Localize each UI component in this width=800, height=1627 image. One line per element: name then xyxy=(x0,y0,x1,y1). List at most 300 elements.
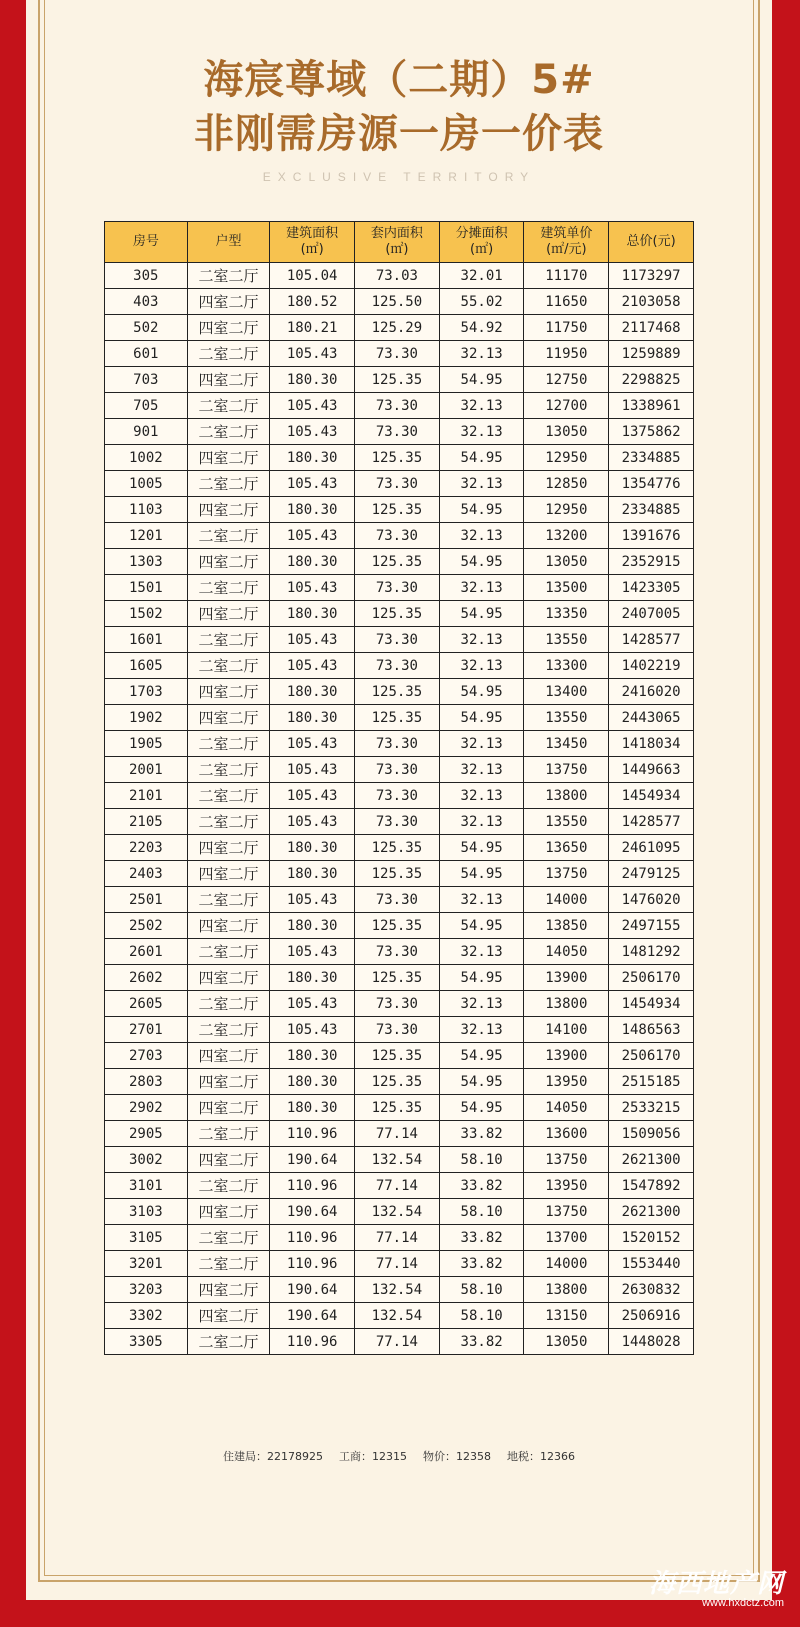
table-row xyxy=(105,575,694,601)
table-cell: 105.43 xyxy=(270,1017,355,1043)
table-row xyxy=(105,1147,694,1173)
table-cell: 13450 xyxy=(524,731,609,757)
table-cell: 32.13 xyxy=(439,783,524,809)
column-header xyxy=(187,222,270,263)
table-row xyxy=(105,861,694,887)
table-cell: 12850 xyxy=(524,471,609,497)
table-cell: 54.95 xyxy=(439,913,524,939)
table-cell: 1905 xyxy=(105,731,188,757)
table-cell: 190.64 xyxy=(270,1199,355,1225)
table-cell: 14000 xyxy=(524,887,609,913)
table-row xyxy=(105,1069,694,1095)
table-cell: 2497155 xyxy=(609,913,694,939)
table-cell: 四室二厅 xyxy=(187,315,270,341)
table-cell: 110.96 xyxy=(270,1251,355,1277)
table-cell: 12700 xyxy=(524,393,609,419)
table-cell: 14000 xyxy=(524,1251,609,1277)
table-cell: 2407005 xyxy=(609,601,694,627)
table-cell: 四室二厅 xyxy=(187,1303,270,1329)
table-cell: 1103 xyxy=(105,497,188,523)
table-cell: 13600 xyxy=(524,1121,609,1147)
table-row xyxy=(105,471,694,497)
table-cell: 2103058 xyxy=(609,289,694,315)
table-cell: 105.43 xyxy=(270,783,355,809)
column-header-text: 户型 xyxy=(215,234,242,249)
table-cell: 190.64 xyxy=(270,1147,355,1173)
table-cell: 32.13 xyxy=(439,1017,524,1043)
table-cell: 1402219 xyxy=(609,653,694,679)
table-cell: 125.35 xyxy=(355,367,440,393)
contact-footer xyxy=(26,1448,772,1464)
table-row xyxy=(105,341,694,367)
table-cell: 二室二厅 xyxy=(187,419,270,445)
table-cell: 2334885 xyxy=(609,497,694,523)
table-cell: 125.29 xyxy=(355,315,440,341)
table-cell: 13800 xyxy=(524,991,609,1017)
table-cell: 1476020 xyxy=(609,887,694,913)
table-cell: 1520152 xyxy=(609,1225,694,1251)
table-cell: 2630832 xyxy=(609,1277,694,1303)
table-cell: 54.95 xyxy=(439,861,524,887)
table-cell: 2352915 xyxy=(609,549,694,575)
table-cell: 13550 xyxy=(524,627,609,653)
table-cell: 54.95 xyxy=(439,1095,524,1121)
table-cell: 13050 xyxy=(524,549,609,575)
table-cell: 180.30 xyxy=(270,601,355,627)
table-cell: 54.95 xyxy=(439,445,524,471)
table-cell: 2501 xyxy=(105,887,188,913)
table-cell: 105.43 xyxy=(270,939,355,965)
table-cell: 1303 xyxy=(105,549,188,575)
table-cell: 12950 xyxy=(524,445,609,471)
table-cell: 190.64 xyxy=(270,1303,355,1329)
table-cell: 1448028 xyxy=(609,1329,694,1355)
table-cell: 2203 xyxy=(105,835,188,861)
table-cell: 四室二厅 xyxy=(187,1069,270,1095)
table-cell: 2703 xyxy=(105,1043,188,1069)
table-cell: 73.03 xyxy=(355,263,440,289)
column-header-text: (㎡) xyxy=(470,242,494,257)
table-cell: 105.43 xyxy=(270,575,355,601)
table-row xyxy=(105,393,694,419)
table-cell: 1173297 xyxy=(609,263,694,289)
column-header-text: 总价(元) xyxy=(626,234,676,249)
table-cell: 2001 xyxy=(105,757,188,783)
table-cell: 125.35 xyxy=(355,913,440,939)
column-header-text: 建筑单价 xyxy=(540,226,593,241)
table-cell: 二室二厅 xyxy=(187,939,270,965)
table-cell: 180.30 xyxy=(270,705,355,731)
table-cell: 13900 xyxy=(524,965,609,991)
table-cell: 125.35 xyxy=(355,1069,440,1095)
table-row xyxy=(105,1173,694,1199)
table-cell: 四室二厅 xyxy=(187,1043,270,1069)
price-table xyxy=(104,221,694,1355)
column-header-text: 套内面积 xyxy=(370,226,423,241)
table-row xyxy=(105,1277,694,1303)
table-cell: 11750 xyxy=(524,315,609,341)
table-row xyxy=(105,731,694,757)
table-cell: 二室二厅 xyxy=(187,523,270,549)
table-cell: 180.30 xyxy=(270,913,355,939)
table-cell: 2461095 xyxy=(609,835,694,861)
table-cell: 四室二厅 xyxy=(187,835,270,861)
table-cell: 3103 xyxy=(105,1199,188,1225)
table-cell: 二室二厅 xyxy=(187,887,270,913)
table-cell: 14100 xyxy=(524,1017,609,1043)
table-cell: 13800 xyxy=(524,1277,609,1303)
table-cell: 1418034 xyxy=(609,731,694,757)
table-cell: 110.96 xyxy=(270,1329,355,1355)
table-row xyxy=(105,1043,694,1069)
table-cell: 32.13 xyxy=(439,419,524,445)
table-cell: 二室二厅 xyxy=(187,653,270,679)
column-header xyxy=(609,222,694,263)
table-cell: 73.30 xyxy=(355,809,440,835)
table-cell: 13200 xyxy=(524,523,609,549)
table-cell: 13750 xyxy=(524,1199,609,1225)
table-cell: 四室二厅 xyxy=(187,1095,270,1121)
table-cell: 105.43 xyxy=(270,731,355,757)
table-cell: 2502 xyxy=(105,913,188,939)
table-cell: 2334885 xyxy=(609,445,694,471)
table-cell: 13750 xyxy=(524,861,609,887)
table-row xyxy=(105,367,694,393)
column-header xyxy=(524,222,609,263)
table-cell: 2298825 xyxy=(609,367,694,393)
table-cell: 13700 xyxy=(524,1225,609,1251)
table-cell: 132.54 xyxy=(355,1199,440,1225)
table-row xyxy=(105,1329,694,1355)
table-row xyxy=(105,679,694,705)
table-cell: 二室二厅 xyxy=(187,1017,270,1043)
table-cell: 125.35 xyxy=(355,679,440,705)
table-cell: 705 xyxy=(105,393,188,419)
table-cell: 180.30 xyxy=(270,1043,355,1069)
table-cell: 2533215 xyxy=(609,1095,694,1121)
table-cell: 125.35 xyxy=(355,601,440,627)
table-cell: 3101 xyxy=(105,1173,188,1199)
table-cell: 132.54 xyxy=(355,1303,440,1329)
table-cell: 54.95 xyxy=(439,549,524,575)
table-row xyxy=(105,965,694,991)
table-cell: 601 xyxy=(105,341,188,367)
table-cell: 四室二厅 xyxy=(187,1147,270,1173)
table-cell: 901 xyxy=(105,419,188,445)
column-header-text: (㎡/元) xyxy=(546,242,587,257)
column-header xyxy=(355,222,440,263)
table-row xyxy=(105,263,694,289)
table-cell: 132.54 xyxy=(355,1147,440,1173)
table-cell: 54.95 xyxy=(439,705,524,731)
table-cell: 77.14 xyxy=(355,1121,440,1147)
table-cell: 54.95 xyxy=(439,1043,524,1069)
column-header xyxy=(270,222,355,263)
table-cell: 2902 xyxy=(105,1095,188,1121)
table-cell: 54.95 xyxy=(439,835,524,861)
table-cell: 73.30 xyxy=(355,1017,440,1043)
page-title-line2: 非刚需房源一房一价表 xyxy=(194,111,604,157)
table-cell: 73.30 xyxy=(355,731,440,757)
column-header-text: 分摊面积 xyxy=(455,226,508,241)
table-cell: 77.14 xyxy=(355,1251,440,1277)
table-cell: 2621300 xyxy=(609,1147,694,1173)
page-title-line1: 海宸尊域（二期）5# xyxy=(203,57,595,103)
column-header-text: (㎡) xyxy=(300,242,324,257)
table-cell: 58.10 xyxy=(439,1277,524,1303)
table-cell: 2443065 xyxy=(609,705,694,731)
table-cell: 105.43 xyxy=(270,757,355,783)
table-cell: 32.13 xyxy=(439,809,524,835)
table-cell: 11950 xyxy=(524,341,609,367)
table-cell: 32.13 xyxy=(439,575,524,601)
table-cell: 33.82 xyxy=(439,1173,524,1199)
table-cell: 180.30 xyxy=(270,965,355,991)
table-cell: 1338961 xyxy=(609,393,694,419)
table-cell: 125.35 xyxy=(355,835,440,861)
table-row xyxy=(105,913,694,939)
table-cell: 2117468 xyxy=(609,315,694,341)
table-row xyxy=(105,1095,694,1121)
table-cell: 2506170 xyxy=(609,1043,694,1069)
table-cell: 13300 xyxy=(524,653,609,679)
column-header xyxy=(105,222,188,263)
table-cell: 1428577 xyxy=(609,627,694,653)
table-cell: 32.13 xyxy=(439,731,524,757)
table-cell: 180.30 xyxy=(270,1095,355,1121)
table-cell: 四室二厅 xyxy=(187,445,270,471)
table-cell: 1428577 xyxy=(609,809,694,835)
table-cell: 32.13 xyxy=(439,757,524,783)
table-cell: 二室二厅 xyxy=(187,471,270,497)
table-cell: 1449663 xyxy=(609,757,694,783)
table-cell: 2701 xyxy=(105,1017,188,1043)
table-cell: 105.43 xyxy=(270,471,355,497)
table-cell: 1454934 xyxy=(609,991,694,1017)
table-cell: 13650 xyxy=(524,835,609,861)
table-cell: 14050 xyxy=(524,1095,609,1121)
table-cell: 180.30 xyxy=(270,497,355,523)
table-cell: 1502 xyxy=(105,601,188,627)
column-header xyxy=(439,222,524,263)
price-sheet xyxy=(26,0,772,1600)
table-cell: 3203 xyxy=(105,1277,188,1303)
table-cell: 1454934 xyxy=(609,783,694,809)
table-cell: 32.01 xyxy=(439,263,524,289)
table-cell: 12750 xyxy=(524,367,609,393)
table-cell: 33.82 xyxy=(439,1121,524,1147)
table-cell: 12950 xyxy=(524,497,609,523)
column-header-text: 建筑面积 xyxy=(286,226,339,241)
table-cell: 110.96 xyxy=(270,1173,355,1199)
watermark-brand: 海西地产网 xyxy=(648,1569,784,1599)
table-cell: 77.14 xyxy=(355,1329,440,1355)
table-cell: 54.92 xyxy=(439,315,524,341)
table-cell: 四室二厅 xyxy=(187,601,270,627)
table-cell: 1481292 xyxy=(609,939,694,965)
table-cell: 2803 xyxy=(105,1069,188,1095)
table-cell: 四室二厅 xyxy=(187,367,270,393)
footer-contact-item: 工商：12315 xyxy=(339,1450,407,1463)
table-cell: 180.30 xyxy=(270,861,355,887)
table-row xyxy=(105,887,694,913)
table-row xyxy=(105,1017,694,1043)
table-cell: 3305 xyxy=(105,1329,188,1355)
table-cell: 180.30 xyxy=(270,835,355,861)
table-cell: 四室二厅 xyxy=(187,679,270,705)
table-cell: 11170 xyxy=(524,263,609,289)
table-cell: 2506916 xyxy=(609,1303,694,1329)
table-cell: 32.13 xyxy=(439,991,524,1017)
table-row xyxy=(105,1251,694,1277)
table-row xyxy=(105,419,694,445)
table-cell: 13950 xyxy=(524,1173,609,1199)
table-cell: 1509056 xyxy=(609,1121,694,1147)
table-cell: 四室二厅 xyxy=(187,549,270,575)
table-cell: 180.30 xyxy=(270,679,355,705)
table-cell: 105.43 xyxy=(270,809,355,835)
table-cell: 2403 xyxy=(105,861,188,887)
table-cell: 1703 xyxy=(105,679,188,705)
table-cell: 二室二厅 xyxy=(187,1251,270,1277)
table-cell: 54.95 xyxy=(439,367,524,393)
footer-contact-item: 住建局：22178925 xyxy=(223,1450,323,1463)
table-cell: 二室二厅 xyxy=(187,1121,270,1147)
table-cell: 73.30 xyxy=(355,341,440,367)
table-cell: 54.95 xyxy=(439,601,524,627)
table-cell: 73.30 xyxy=(355,653,440,679)
table-cell: 73.30 xyxy=(355,757,440,783)
table-cell: 73.30 xyxy=(355,783,440,809)
table-row xyxy=(105,601,694,627)
table-cell: 1005 xyxy=(105,471,188,497)
table-cell: 二室二厅 xyxy=(187,263,270,289)
table-cell: 105.43 xyxy=(270,419,355,445)
table-cell: 13050 xyxy=(524,419,609,445)
table-cell: 1375862 xyxy=(609,419,694,445)
table-cell: 58.10 xyxy=(439,1147,524,1173)
table-cell: 32.13 xyxy=(439,653,524,679)
table-cell: 二室二厅 xyxy=(187,757,270,783)
table-cell: 180.30 xyxy=(270,445,355,471)
table-cell: 13550 xyxy=(524,705,609,731)
table-cell: 1002 xyxy=(105,445,188,471)
table-cell: 125.35 xyxy=(355,965,440,991)
table-cell: 32.13 xyxy=(439,471,524,497)
table-cell: 13750 xyxy=(524,757,609,783)
table-cell: 403 xyxy=(105,289,188,315)
table-row xyxy=(105,289,694,315)
table-cell: 54.95 xyxy=(439,497,524,523)
table-header-row xyxy=(105,222,694,263)
table-cell: 54.95 xyxy=(439,965,524,991)
site-watermark-logo xyxy=(649,1571,784,1609)
table-cell: 二室二厅 xyxy=(187,627,270,653)
table-cell: 13800 xyxy=(524,783,609,809)
footer-contact-item: 地税：12366 xyxy=(507,1450,575,1463)
table-cell: 32.13 xyxy=(439,523,524,549)
table-cell: 110.96 xyxy=(270,1121,355,1147)
table-row xyxy=(105,1225,694,1251)
table-cell: 二室二厅 xyxy=(187,1329,270,1355)
table-cell: 11650 xyxy=(524,289,609,315)
table-row xyxy=(105,315,694,341)
table-cell: 180.52 xyxy=(270,289,355,315)
table-cell: 125.35 xyxy=(355,861,440,887)
table-cell: 13500 xyxy=(524,575,609,601)
table-cell: 125.35 xyxy=(355,1043,440,1069)
table-cell: 3105 xyxy=(105,1225,188,1251)
table-cell: 105.43 xyxy=(270,887,355,913)
table-cell: 2905 xyxy=(105,1121,188,1147)
table-cell: 32.13 xyxy=(439,341,524,367)
table-row xyxy=(105,1199,694,1225)
table-cell: 58.10 xyxy=(439,1303,524,1329)
table-cell: 二室二厅 xyxy=(187,1225,270,1251)
table-cell: 32.13 xyxy=(439,393,524,419)
table-cell: 703 xyxy=(105,367,188,393)
table-cell: 四室二厅 xyxy=(187,913,270,939)
page-subtitle: EXCLUSIVE TERRITORY xyxy=(262,170,536,184)
table-cell: 四室二厅 xyxy=(187,965,270,991)
table-cell: 1486563 xyxy=(609,1017,694,1043)
table-cell: 73.30 xyxy=(355,471,440,497)
table-row xyxy=(105,757,694,783)
table-cell: 2602 xyxy=(105,965,188,991)
table-cell: 33.82 xyxy=(439,1225,524,1251)
table-cell: 105.04 xyxy=(270,263,355,289)
table-cell: 1605 xyxy=(105,653,188,679)
table-cell: 180.30 xyxy=(270,1069,355,1095)
table-cell: 125.35 xyxy=(355,549,440,575)
table-row xyxy=(105,523,694,549)
table-cell: 3302 xyxy=(105,1303,188,1329)
table-cell: 33.82 xyxy=(439,1329,524,1355)
table-cell: 180.30 xyxy=(270,367,355,393)
table-cell: 13050 xyxy=(524,1329,609,1355)
table-cell: 125.50 xyxy=(355,289,440,315)
table-row xyxy=(105,1121,694,1147)
watermark-url: www.hxdctz.com xyxy=(702,1597,784,1609)
table-cell: 73.30 xyxy=(355,887,440,913)
table-cell: 四室二厅 xyxy=(187,497,270,523)
table-cell: 3201 xyxy=(105,1251,188,1277)
table-body xyxy=(105,263,694,1355)
table-cell: 二室二厅 xyxy=(187,731,270,757)
table-cell: 105.43 xyxy=(270,341,355,367)
table-cell: 13550 xyxy=(524,809,609,835)
table-cell: 二室二厅 xyxy=(187,809,270,835)
table-cell: 1259889 xyxy=(609,341,694,367)
column-header-text: (㎡) xyxy=(385,242,409,257)
table-cell: 四室二厅 xyxy=(187,861,270,887)
table-cell: 32.13 xyxy=(439,939,524,965)
table-cell: 105.43 xyxy=(270,653,355,679)
table-cell: 77.14 xyxy=(355,1225,440,1251)
table-row xyxy=(105,549,694,575)
table-cell: 33.82 xyxy=(439,1251,524,1277)
table-cell: 四室二厅 xyxy=(187,289,270,315)
table-cell: 125.35 xyxy=(355,1095,440,1121)
table-cell: 1391676 xyxy=(609,523,694,549)
table-cell: 二室二厅 xyxy=(187,783,270,809)
table-cell: 32.13 xyxy=(439,627,524,653)
table-row xyxy=(105,835,694,861)
table-cell: 1501 xyxy=(105,575,188,601)
table-cell: 13850 xyxy=(524,913,609,939)
table-cell: 二室二厅 xyxy=(187,393,270,419)
table-cell: 58.10 xyxy=(439,1199,524,1225)
